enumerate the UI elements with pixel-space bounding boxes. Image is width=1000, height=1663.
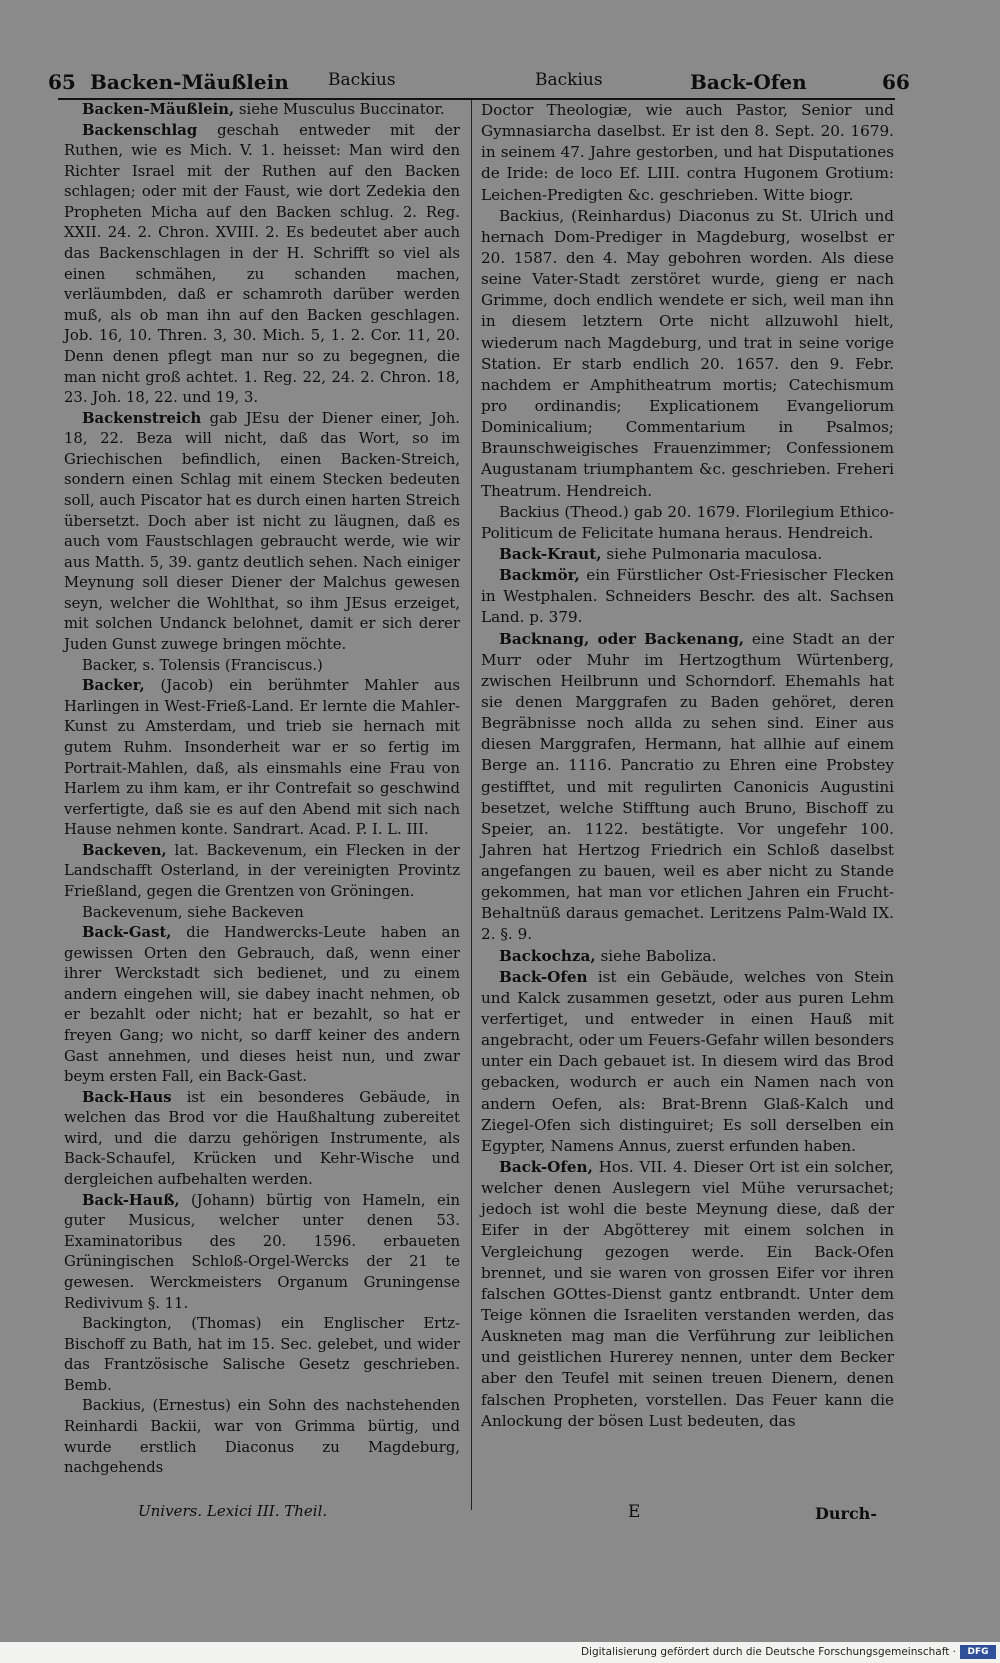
right-column	[481, 100, 894, 1432]
entry-text: siehe Pulmonaria maculosa.	[601, 544, 823, 563]
dictionary-entry	[64, 1314, 460, 1396]
entry-text: Hos. VII. 4. Dieser Ort ist ein solcher, welcher denen Auslegern viel Mühe verursachet; jedoch ist wohl die beste Meynung diese, daß der Eifer in der Abgötterey mit einem solchen in Vergleichung gezogen werde. Ein Back-Ofen brennet, und sie waren von grossen Eifer vor ihren falschen GOttes-Dienst gantz entbrandt. Unter dem Teige können die Israeliten verstanden werden, das Auskneten mag man die Verführung zur leiblichen und geistlichen Hurerey nennen, unter dem Becker aber den Teufel mit seinen treuen Dienern, denen falschen Propheten, vorstellen. Das Feuer kann die Anlockung der bösen Lust bedeuten, das	[481, 1158, 894, 1430]
dictionary-entry	[64, 1191, 460, 1314]
footer-bar	[0, 1642, 1000, 1663]
entry-lemma: Back-Ofen,	[499, 1158, 593, 1177]
dfg-logo: DFG	[960, 1645, 996, 1659]
dictionary-entry	[481, 967, 894, 1157]
entry-text: (Johann) bürtig von Hameln, ein guter Musicus, welcher unter denen 53. Examinatoribus des 20. 1596. erbaueten Grüningischen Schloß-Orgel-Wercks der 21 te gewesen. Werckmeisters Organum Gruningense Redivivum §. 11.	[64, 1191, 460, 1312]
entry-text: Doctor Theologiæ, wie auch Pastor, Senior und Gymnasiarcha daselbst. Er ist den 8. Sept. 20. 1679. in seinem 47. Jahre gestorben, und hat Disputationes de Iride: de loco Ef. LIII. contra Hugonem Grotium: Leichen-Predigten &c. geschrieben. Witte biogr.	[481, 101, 894, 204]
entry-text: Backevenum, siehe Backeven	[82, 903, 304, 921]
entry-lemma: Backen-Mäußlein,	[82, 101, 235, 118]
dictionary-entry	[64, 923, 460, 1088]
running-head-right: Back-Ofen	[690, 70, 807, 94]
entry-lemma: Backmör,	[499, 566, 580, 585]
entry-text: geschah entweder mit der Ruthen, wie es Mich. V. 1. heisset: Man wird den Richter Israel mit der Ruthen auf den Backen schlagen; oder mit der Faust, wie dort Zedekia den Propheten Micha auf den Backen schlug. 2. Reg. XXII. 24. 2. Chron. XVIII. 2. Es bedeutet aber auch das Backenschlagen in der H. Schrifft so viel als einen schmähen, zu schanden machen, verläumbden, daß er schamroth darüber werden muß, als ob man ihn auf den Backen geschlagen. Job. 16, 10. Thren. 3, 30. Mich. 5, 1. 2. Cor. 11, 20. Denn denen pflegt man nur so zu begegnen, die man nicht groß achtet. 1. Reg. 22, 24. 2. Chron. 18, 23. Joh. 18, 22. und 19, 3.	[64, 121, 460, 407]
dictionary-entry	[481, 206, 894, 502]
dictionary-entry	[481, 946, 894, 967]
entry-text: Backius, (Reinhardus) Diaconus zu St. Ulrich und hernach Dom-Prediger in Magdeburg, woselbst er 20. 1587. den 4. May gebohren worden. Als diese seine Vater-Stadt zerstöret wurde, gieng er nach Grimme, doch endlich wendete er sich, weil man ihn in diesem letztern Orte nicht allzuwohl hielt, wiederum nach Magdeburg, und trat in seine vorige Station. Er starb endlich 20. 1657. den 9. Febr. nachdem er Amphitheatrum mortis; Catechismum pro ordinandis; Explicationem Evangeliorum Dominicalium; Commentarium in Psalmos; Braunschweigisches Frauenzimmer; Confessionem Augustanam triumphantem &c. geschrieben. Freheri Theatrum. Hendreich.	[481, 206, 894, 500]
entry-lemma: Backnang, oder Backenang,	[499, 629, 745, 648]
catchword-head-left: Backius	[328, 70, 396, 90]
catchword: Durch-	[815, 1504, 877, 1523]
dictionary-entry	[64, 903, 460, 924]
dictionary-entry	[481, 544, 894, 565]
entry-text: ist ein besonderes Gebäude, in welchen das Brod vor die Haußhaltung zubereitet wird, und die darzu gehörigen Instrumente, als Back-Schaufel, Krücken und Kehr-Wische und dergleichen aufbehalten werden.	[64, 1088, 460, 1189]
column-divider	[471, 100, 472, 1510]
dictionary-entry	[64, 1088, 460, 1191]
entry-text: ist ein Gebäude, welches von Stein und Kalck zusammen gesetzt, oder aus puren Lehm verfertiget, und entweder in einen Hauß mit angebracht, oder um Feuers-Gefahr willen besonders unter ein Dach gebauet ist. In diesem wird das Brod gebacken, wodurch er auch ein Namen nach von andern Oefen, als: Brat-Brenn Glaß-Kalch und Ziegel-Ofen sich distinguiret; Es soll derselben ein Egypter, Namens Annus, zuerst erfunden haben.	[481, 967, 894, 1155]
catchword-head-right: Backius	[535, 70, 603, 90]
dictionary-entry	[481, 1157, 894, 1432]
dictionary-entry	[64, 676, 460, 841]
entry-text: gab JEsu der Diener einer, Joh. 18, 22. Beza will nicht, daß das Wort, so im Griechischen befindlich, einen Backen-Streich, sondern einen Schlag mit einem Stecken bedeuten soll, auch Piscator hat es durch einen harten Streich übersetzt. Doch aber ist nicht zu läugnen, daß es auch vom Faustschlagen gebraucht werde, wie wir aus Matth. 5, 39. gantz deutlich sehen. Nach einiger Meynung soll dieser Diener der Malchus gewesen seyn, welcher die Wohlthat, so ihm JEsus erzeiget, mit solchen Undanck belohnet, damit er sich derer Juden Gunst zuwege bringen möchte.	[64, 409, 460, 654]
entry-text: Backius (Theod.) gab 20. 1679. Florilegium Ethico-Politicum de Felicitate humana heraus. Hendreich.	[481, 502, 894, 542]
entry-lemma: Backenschlag	[82, 121, 198, 139]
entry-lemma: Backochza,	[499, 946, 596, 965]
entry-lemma: Back-Kraut,	[499, 544, 602, 563]
entry-text: lat. Backevenum, ein Flecken in der Landschafft Osterland, in der vereinigten Provintz Frießland, gegen die Grentzen von Gröningen.	[64, 841, 460, 900]
dictionary-entry	[64, 841, 460, 903]
page-number-right: 66	[882, 70, 910, 94]
dictionary-entry	[64, 1396, 460, 1478]
funding-credit: Digitalisierung gefördert durch die Deutsche Forschungsgemeinschaft ·	[580, 1646, 956, 1658]
entry-lemma: Back-Haus	[82, 1088, 172, 1106]
entry-text: Backer, s. Tolensis (Franciscus.)	[82, 656, 323, 674]
entry-lemma: Back-Gast,	[82, 924, 172, 942]
entry-text: Backington, (Thomas) ein Englischer Ertz-Bischoff zu Bath, hat im 15. Sec. gelebet, und wider das Frantzösische Salische Gesetz geschrieben. Bemb.	[64, 1315, 460, 1394]
entry-text: (Jacob) ein berühmter Mahler aus Harlingen in West-Frieß-Land. Er lernte die Mahler-Kunst zu Amsterdam, und trieb sie hernach mit gutem Ruhm. Insonderheit war er so fertig im Portrait-Mahlen, daß, als einsmahls eine Frau von Harlem zu ihm kam, er ihr Contrefait so geschwind verfertigte, daß sie es auf den Abend mit sich nach Hause nehmen konte. Sandrart. Acad. P. I. L. III.	[64, 677, 460, 839]
signature-line: Univers. Lexici III. Theil.	[138, 1502, 328, 1520]
dictionary-entry	[481, 629, 894, 946]
running-head-left: Backen-Mäußlein	[90, 70, 289, 94]
entry-text: ein Fürstlicher Ost-Friesischer Flecken in Westphalen. Schneiders Beschr. des alt. Sachsen Land. p. 379.	[481, 566, 894, 627]
entry-lemma: Back-Hauß,	[82, 1191, 180, 1209]
signature-mark: E	[628, 1502, 641, 1522]
dictionary-entry	[64, 121, 460, 409]
left-column	[64, 100, 460, 1479]
entry-text: die Handwercks-Leute haben an gewissen Orten den Gebrauch, daß, wenn einer ihrer Werckstadt sich bedienet, und zu einem andern eingehen will, sie dabey inacht nehmen, ob er bezahlt oder nicht; hat er bezahlt, so hat er freyen Gang; wo nicht, so darff keiner des andern Gast annehmen, und dieses heist nun, und zwar beym ersten Fall, ein Back-Gast.	[64, 924, 460, 1086]
entry-text: eine Stadt an der Murr oder Muhr im Hertzogthum Würtenberg, zwischen Heilbrunn und Schorndorf. Ehemahls hat sie denen Marggrafen zu Baden gehöret, deren Begräbnisse noch allda zu sehen sind. Einer aus diesen Marggrafen, Hermann, hat allhie auf einem Berge an. 1116. Pancratio zu Ehren eine Probstey gestifftet, und mit regulirten Canonicis Augustini besetzet, welche Stifftung auch Bruno, Bischoff zu Speier, an. 1122. bestätigte. Vor ungefehr 100. Jahren hat Hertzog Friedrich ein Schloß daselbst angefangen zu bauen, weil es aber nicht zu Stande gekommen, hat man vor etlichen Jahren ein Frucht-Behaltnüß daraus gemachet. Leritzens Palm-Wald IX. 2. §. 9.	[481, 629, 894, 944]
entry-text: siehe Baboliza.	[595, 946, 717, 965]
entry-text: Backius, (Ernestus) ein Sohn des nachstehenden Reinhardi Backii, war von Grimma bürtig, und wurde erstlich Diaconus zu Magdeburg, nachgehends	[64, 1397, 460, 1477]
entry-lemma: Backeven,	[82, 841, 167, 859]
entry-text: siehe Musculus Buccinator.	[234, 101, 445, 118]
dictionary-entry	[481, 565, 894, 628]
page-number-left: 65	[48, 70, 76, 94]
dictionary-entry	[481, 502, 894, 544]
dictionary-entry	[64, 656, 460, 677]
dictionary-entry	[64, 100, 460, 121]
dictionary-entry	[481, 100, 894, 206]
dictionary-entry	[64, 409, 460, 656]
entry-lemma: Backenstreich	[82, 409, 202, 427]
entry-lemma: Backer,	[82, 677, 145, 695]
entry-lemma: Back-Ofen	[499, 967, 588, 986]
